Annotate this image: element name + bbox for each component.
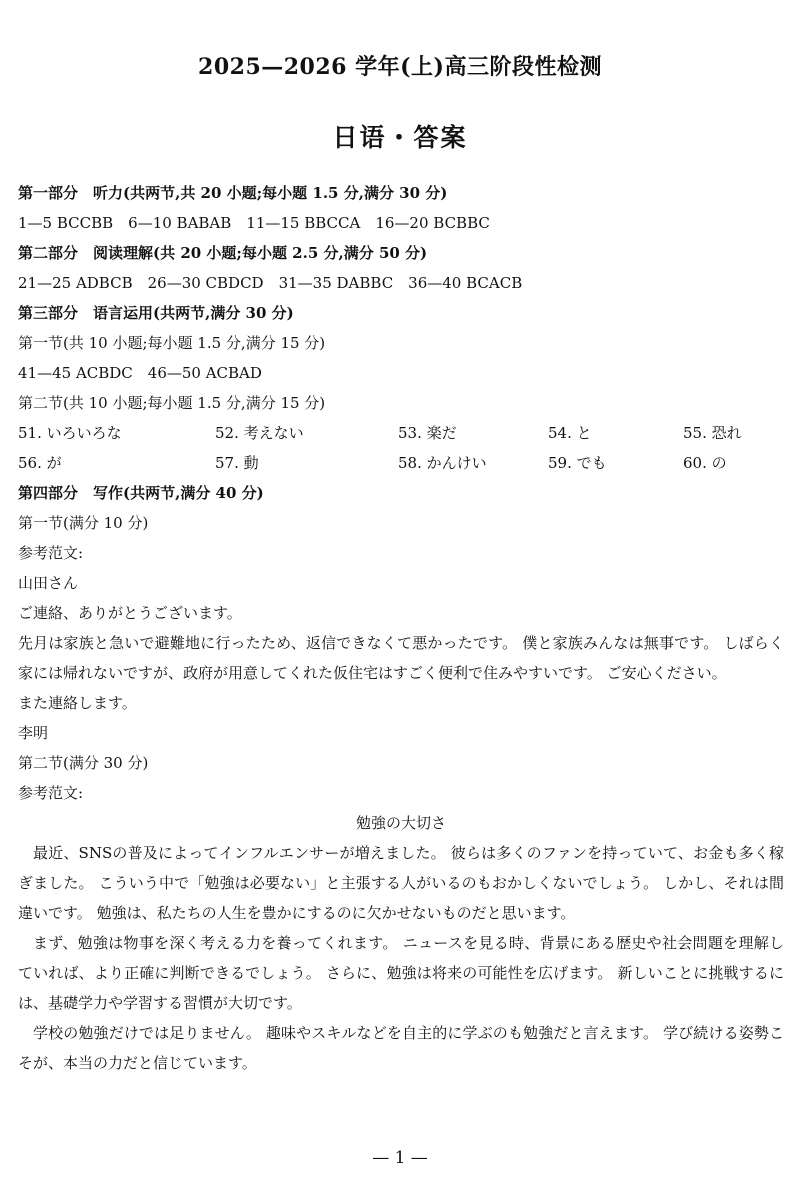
fill-answers-row-1 [18,418,784,448]
answer-60: 60. の [683,454,727,472]
letter-line-2: 先月は家族と急いで避難地に行ったため、返信できなくて悪かったです。 僕と家族みんなは無事です。 しばらく家には帰れないですが、政府が用意してくれた仮住宅はすごく便利で住みやすいです。 ご安心ください。 [18,634,784,682]
part1-heading: 第一部分 听力(共两节,共 20 小题;每小题 1.5 分,满分 30 分) [18,184,448,202]
answer-56: 56. が [18,454,62,472]
document-title: 2025—2026 学年(上)高三阶段性检测 [198,54,602,80]
answer-57: 57. 動 [215,454,259,472]
part2-heading: 第二部分 阅读理解(共 20 小题;每小题 2.5 分,满分 50 分) [18,244,428,262]
answer-58: 58. かんけい [398,454,487,472]
fill-answers-row-2 [18,448,784,478]
essay-paragraph-1: 最近、SNSの普及によってインフルエンサーが増えました。 彼らは多くのファンを持っていて、お金も多く稼ぎました。 こういう中で「勉強は必要ない」と主張する人がいるのもおかしくないでしょう。 しかし、それは間違いです。 勉強は、私たちの人生を豊かにするのに欠かせないものだと思います。 [18,844,784,922]
answer-55: 55. 恐れ [683,424,742,442]
sample-label-1: 参考范文: [18,544,84,562]
answer-52: 52. 考えない [215,424,304,442]
part1-answers: 1—5 BCCBB 6—10 BABAB 11—15 BBCCA 16—20 BCBBC [18,214,490,232]
answer-53: 53. 楽だ [398,424,457,442]
letter-signature: 李明 [18,724,49,742]
part3-section1-answers: 41—45 ACBDC 46—50 ACBAD [18,364,262,382]
essay-paragraph-2: まず、勉強は物事を深く考える力を養ってくれます。 ニュースを見る時、背景にある歴史や社会問題を理解していれば、より正確に判断できるでしょう。 さらに、勉強は将来の可能性を広げます。 新しいことに挑戦するには、基礎学力や学習する習慣が大切です。 [18,934,784,1012]
part3-section1-heading: 第一节(共 10 小题;每小题 1.5 分,满分 15 分) [18,334,326,352]
part4-section2-heading: 第二节(满分 30 分) [18,754,149,772]
letter-salutation: 山田さん [18,574,79,592]
page-number: — 1 — [372,1148,428,1168]
answer-51: 51. いろいろな [18,424,122,442]
document-subtitle: 日语・答案 [332,123,468,152]
letter-line-1: ご連絡、ありがとうございます。 [18,604,242,622]
answer-59: 59. でも [548,454,607,472]
answer-54: 54. と [548,424,592,442]
part4-heading: 第四部分 写作(共两节,满分 40 分) [18,484,264,502]
part3-heading: 第三部分 语言运用(共两节,满分 30 分) [18,304,294,322]
part2-answers: 21—25 ADBCB 26—30 CBDCD 31—35 DABBC 36—40 BCACB [18,274,523,292]
part3-section2-heading: 第二节(共 10 小题;每小题 1.5 分,满分 15 分) [18,394,326,412]
essay-title: 勉強の大切さ [355,814,446,832]
letter-line-3: また連絡します。 [18,694,137,712]
sample-label-2: 参考范文: [18,784,84,802]
answer-body [18,178,784,1078]
essay-paragraph-3: 学校の勉強だけでは足りません。 趣味やスキルなどを自主的に学ぶのも勉強だと言えます。 学び続ける姿勢こそが、本当の力だと信じています。 [18,1024,784,1072]
part4-section1-heading: 第一节(满分 10 分) [18,514,149,532]
